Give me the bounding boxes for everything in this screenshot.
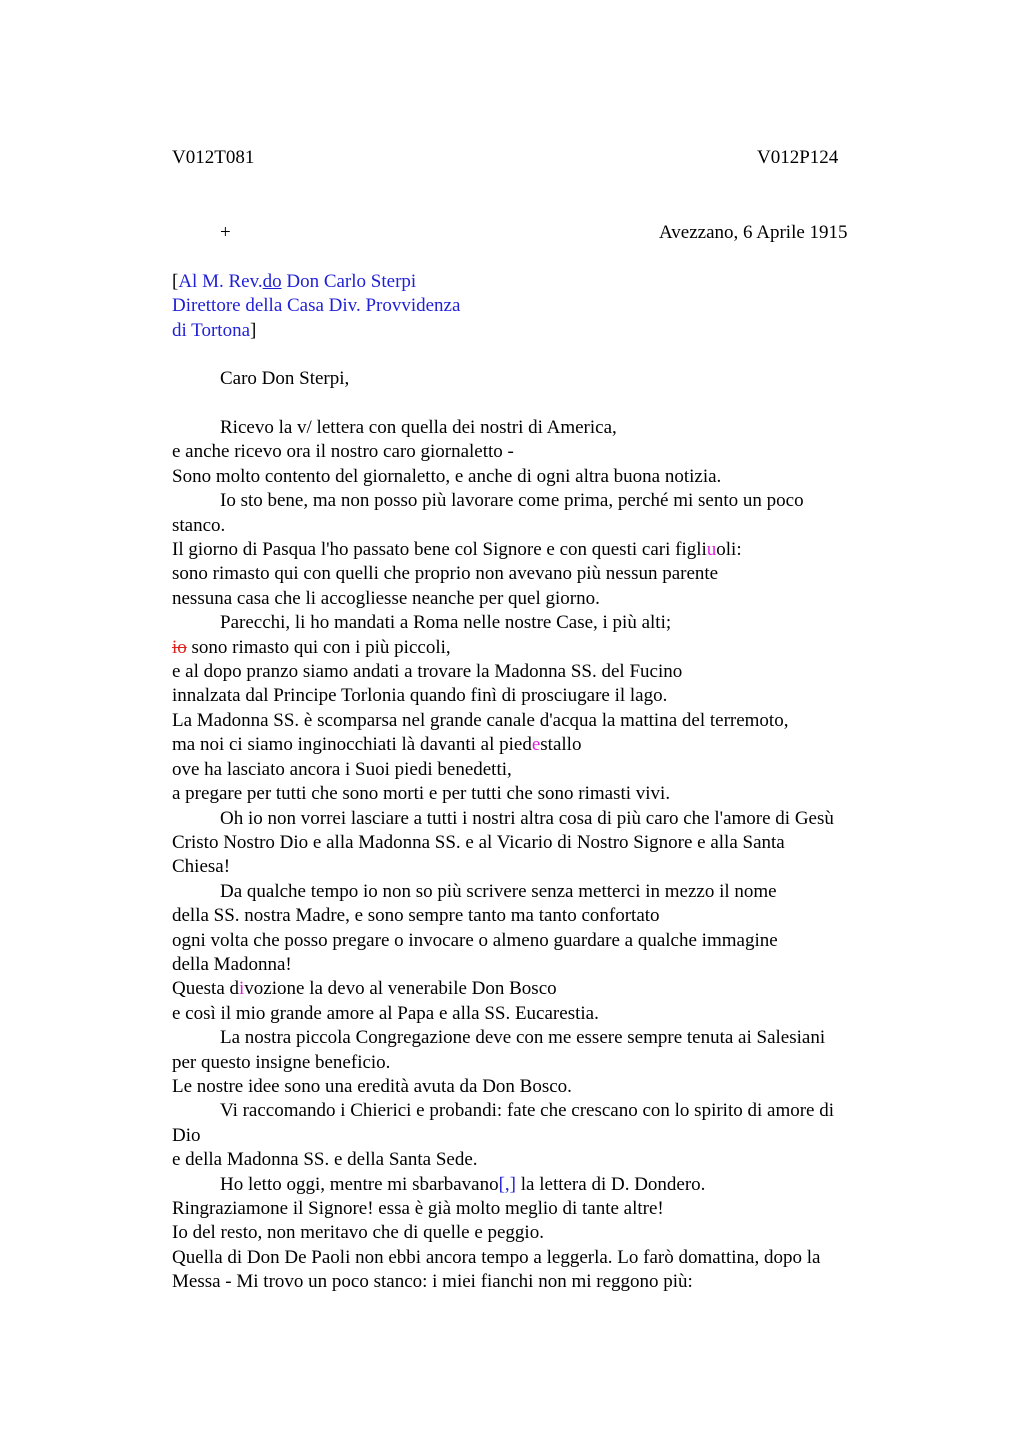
deleted-word: io [172,636,187,658]
body-line: La Madonna SS. è scomparsa nel grande canale d'acqua la mattina del terremoto, [172,709,789,731]
body-line: a pregare per tutti che sono morti e per tutti che sono rimasti vivi. [172,783,671,805]
body-line [172,538,902,562]
correction-mark: u [706,539,717,561]
text-run: oli: [716,539,742,561]
body-line: ove ha lasciato ancora i Suoi piedi benedetti, [172,758,512,780]
address-title-superscript: do [262,271,282,292]
body-line: della Madonna! [172,953,292,975]
body-line [172,636,902,660]
correction-mark: i [239,978,245,1000]
volume-page-code: V012P124 [757,147,839,168]
body-line: Quella di Don De Paoli non ebbi ancora tempo a leggerla. Lo farò domattina, dopo la [172,1246,821,1268]
body-line [172,733,902,757]
salutation: Caro Don Sterpi, [220,368,350,389]
body-line [172,977,902,1001]
body-line: della SS. nostra Madre, e sono sempre tanto ma tanto confortato [172,905,660,927]
address-line-1 [172,270,460,294]
text-run: sono rimasto qui con i più piccoli, [186,636,451,658]
body-line: Vi raccomando i Chierici e probandi: fate che crescano con lo spirito di amore di [220,1100,835,1122]
letter-body [172,416,902,1295]
body-line: e al dopo pranzo siamo andati a trovare la Madonna SS. del Fucino [172,661,683,683]
body-line: nessuna casa che li accogliesse neanche per quel giorno. [172,587,600,609]
body-line: e della Madonna SS. e della Santa Sede. [172,1149,478,1171]
body-line: Cristo Nostro Dio e alla Madonna SS. e al Vicario di Nostro Signore e alla Santa [172,831,785,853]
body-line: stanco. [172,514,226,536]
body-line: Parecchi, li ho mandati a Roma nelle nostre Case, i più alti; [220,612,672,634]
body-line: La nostra piccola Congregazione deve con me essere sempre tenuta ai Salesiani [220,1027,826,1049]
body-line: Chiesa! [172,856,231,878]
body-line: Messa - Mi trovo un poco stanco: i miei fianchi non mi reggono più: [172,1271,693,1293]
body-line: Io del resto, non meritavo che di quelle e peggio. [172,1222,544,1244]
open-bracket: [ [172,271,179,292]
body-line: sono rimasto qui con quelli che proprio non avevano più nessun parente [172,563,719,585]
body-line [172,1173,902,1197]
place-date: Avezzano, 6 Aprile 1915 [659,222,848,243]
correction-mark: e [531,734,541,756]
cross-sign: + [220,222,231,243]
body-line: per questo insigne beneficio. [172,1051,391,1073]
body-line: e anche ricevo ora il nostro caro giornaletto - [172,441,514,463]
address-line-2: Direttore della Casa Div. Provvidenza [172,295,461,317]
address-line-3 [172,319,460,343]
text-run: la lettera di D. Dondero. [516,1173,706,1195]
text-run: stallo [540,734,582,756]
body-line: Ringraziamone il Signore! essa è già molto meglio di tante altre! [172,1198,664,1219]
text-run: Il giorno di Pasqua l'ho passato bene col Signore e con questi cari figli [172,539,707,561]
body-line: Ricevo la v/ lettera con quella dei nostri di America, [220,417,617,438]
editorial-insertion: [,] [498,1173,517,1195]
body-line: Oh io non vorrei lasciare a tutti i nostri altra cosa di più caro che l'amore di Gesù [220,807,834,829]
address-recipient: Don Carlo Sterpi [281,271,417,292]
text-run: Ho letto oggi, mentre mi sbarbavano [220,1173,499,1195]
text-run: Questa d [172,978,240,1000]
body-line: e così il mio grande amore al Papa e alla SS. Eucarestia. [172,1002,599,1024]
body-line: Dio [172,1124,201,1146]
body-line: Da qualche tempo io non so più scrivere senza metterci in mezzo il nome [220,880,777,902]
address-city: di Tortona [172,319,251,341]
text-run: ma noi ci siamo inginocchiati là davanti al pied [172,734,532,756]
address-title: Al M. Rev. [178,271,263,292]
close-bracket: ] [250,319,257,341]
text-run: vozione la devo al venerabile Don Bosco [244,978,557,1000]
body-line: innalzata dal Principe Torlonia quando finì di prosciugare il lago. [172,685,668,707]
body-line: Io sto bene, ma non posso più lavorare come prima, perché mi sento un poco [220,490,804,512]
body-line: Sono molto contento del giornaletto, e anche di ogni altra buona notizia. [172,465,722,487]
address-block [172,270,460,343]
body-line: Le nostre idee sono una eredità avuta da Don Bosco. [172,1075,572,1097]
body-line: ogni volta che posso pregare o invocare o almeno guardare a qualche immagine [172,929,778,951]
volume-title-code: V012T081 [172,147,255,168]
